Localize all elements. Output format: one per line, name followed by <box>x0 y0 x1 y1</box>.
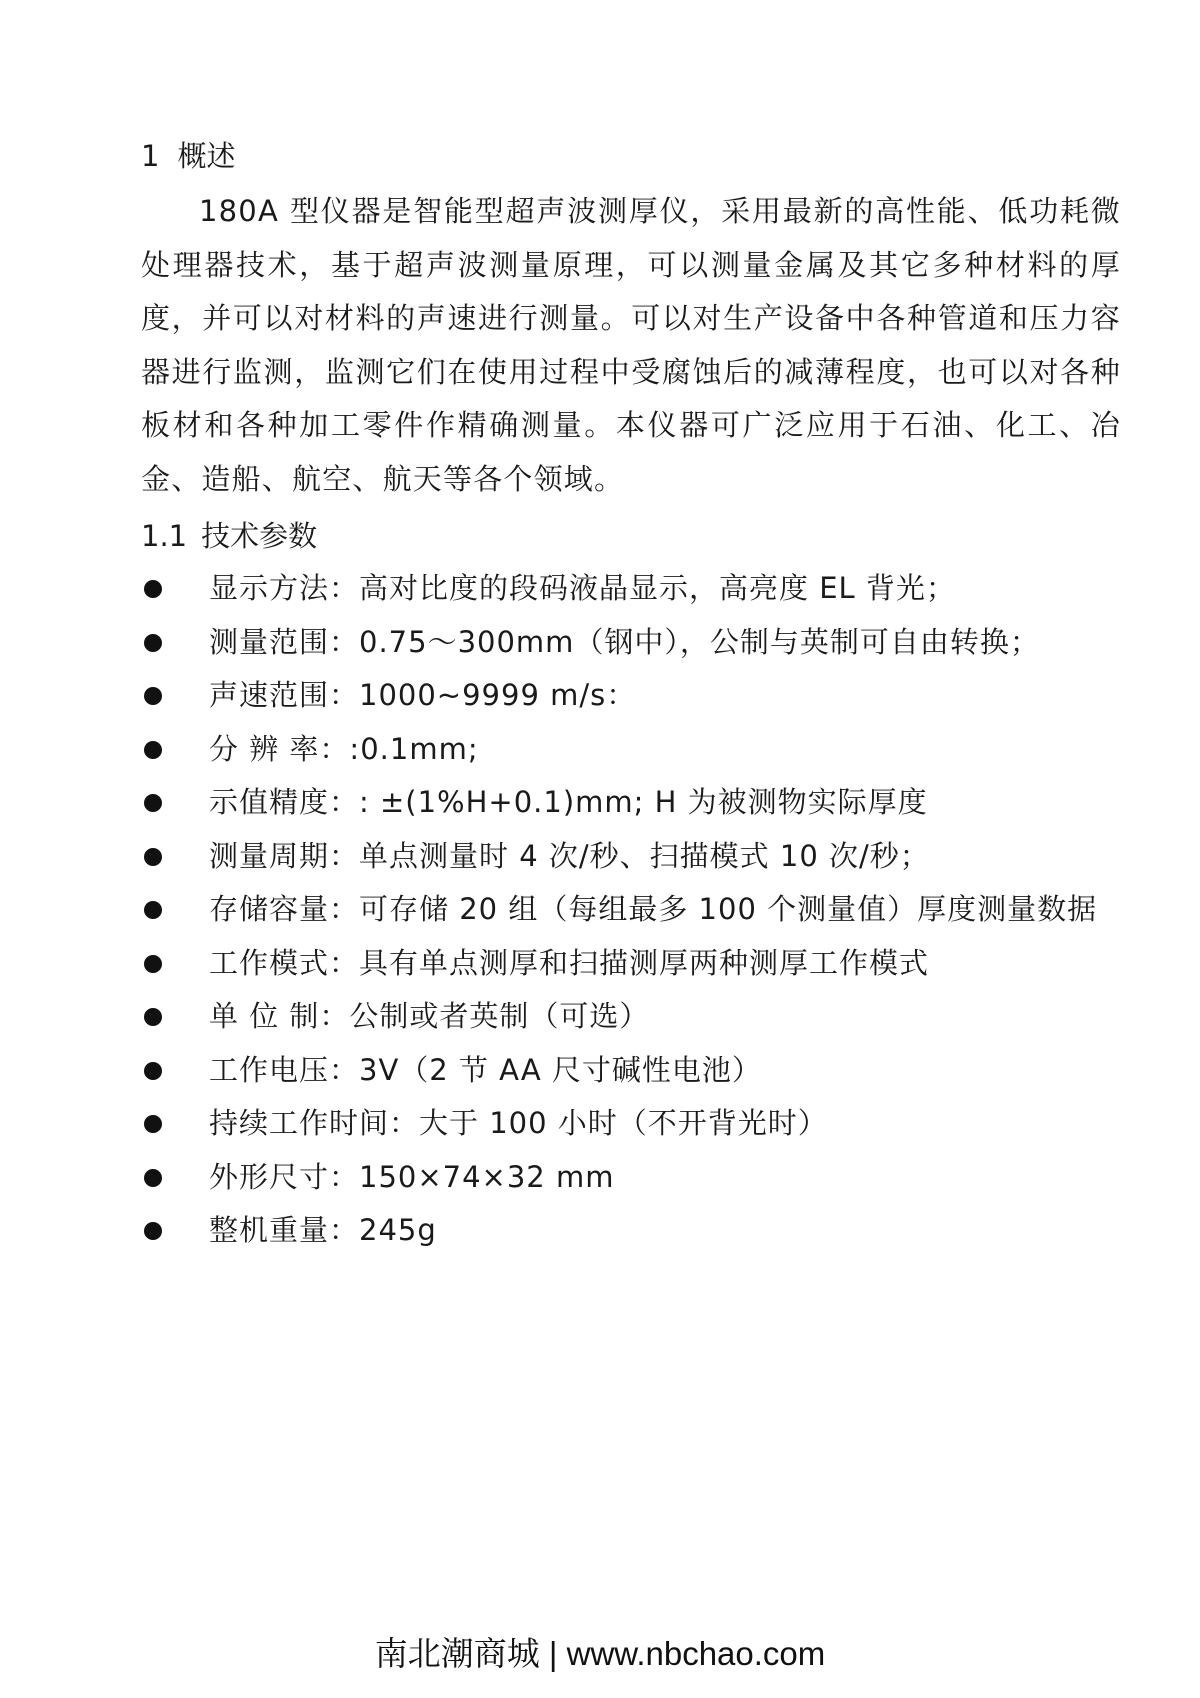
parameter-text: 持续工作时间：大于 100 小时（不开背光时） <box>209 1106 828 1140</box>
parameter-text: 测量范围：0.75～300mm（钢中），公制与英制可自由转换； <box>209 624 1040 659</box>
parameter-text: 测量周期：单点测量时 4 次/秒、扫描模式 10 次/秒； <box>209 838 930 873</box>
bullet-icon <box>144 1062 162 1080</box>
intro-paragraph: 180A 型仪器是智能型超声波测厚仪，采用最新的高性能、低功耗微处理器技术，基于超声波测量原理，可以测量金属及其它多种材料的厚度，并可以对材料的声速进行测量。可以对生产设备中各种管道和压力容器进行监测，监测它们在使用过程中受腐蚀后的减薄程度，也可以对各种板材和各种加工零件作精确测量。本仪器可广泛应用于石油、化工、冶金、造船、航空、航天等各个领域。 <box>141 194 1121 496</box>
bullet-icon <box>144 1222 162 1240</box>
parameter-item <box>141 562 1121 616</box>
parameter-text: 整机重量：245g <box>209 1213 437 1247</box>
section-number: 1 <box>141 139 160 173</box>
parameter-item <box>141 1097 1121 1151</box>
section-heading <box>141 133 1121 179</box>
parameter-text: 工作模式：具有单点测厚和扫描测厚两种测厚工作模式 <box>209 945 930 980</box>
bullet-icon <box>144 1008 162 1026</box>
parameter-text: 示值精度：: ±(1%H+0.1)mm; H 为被测物实际厚度 <box>209 785 928 819</box>
parameter-item <box>141 937 1121 991</box>
parameter-text: 外形尺寸：150×74×32 mm <box>209 1159 615 1194</box>
parameter-item <box>141 830 1121 884</box>
parameter-item <box>141 616 1121 670</box>
bullet-icon <box>144 1115 162 1133</box>
document-page <box>141 133 1121 1258</box>
bullet-icon <box>144 901 162 919</box>
parameter-list <box>141 562 1121 1258</box>
parameter-item <box>141 1044 1121 1098</box>
parameter-item <box>141 669 1121 723</box>
subsection-title: 技术参数 <box>201 519 318 553</box>
parameter-text: 单 位 制：公制或者英制（可选） <box>209 999 650 1033</box>
parameter-item <box>141 883 1121 937</box>
bullet-icon <box>144 848 162 866</box>
bullet-icon <box>144 1169 162 1187</box>
bullet-icon <box>144 741 162 759</box>
parameter-text: 分 辨 率：:0.1mm; <box>209 731 479 766</box>
section-title: 概述 <box>177 139 236 173</box>
parameter-text: 存储容量：可存储 20 组（每组最多 100 个测量值）厚度测量数据 <box>209 892 1098 926</box>
subsection-heading <box>141 510 1121 562</box>
subsection-number: 1.1 <box>141 519 188 553</box>
footer-watermark: 南北潮商城 | www.nbchao.com <box>374 1635 826 1672</box>
parameter-item <box>141 990 1121 1044</box>
parameter-item <box>141 1151 1121 1205</box>
bullet-icon <box>144 634 162 652</box>
parameter-text: 工作电压：3V（2 节 AA 尺寸碱性电池） <box>209 1052 762 1087</box>
bullet-icon <box>144 955 162 973</box>
bullet-icon <box>144 794 162 812</box>
parameter-text: 声速范围：1000~9999 m/s： <box>209 678 637 712</box>
parameter-item <box>141 723 1121 777</box>
parameter-item <box>141 776 1121 830</box>
parameter-item <box>141 1204 1121 1258</box>
bullet-icon <box>144 580 162 598</box>
bullet-icon <box>144 687 162 705</box>
parameter-text: 显示方法：高对比度的段码液晶显示，高亮度 EL 背光； <box>209 571 956 605</box>
